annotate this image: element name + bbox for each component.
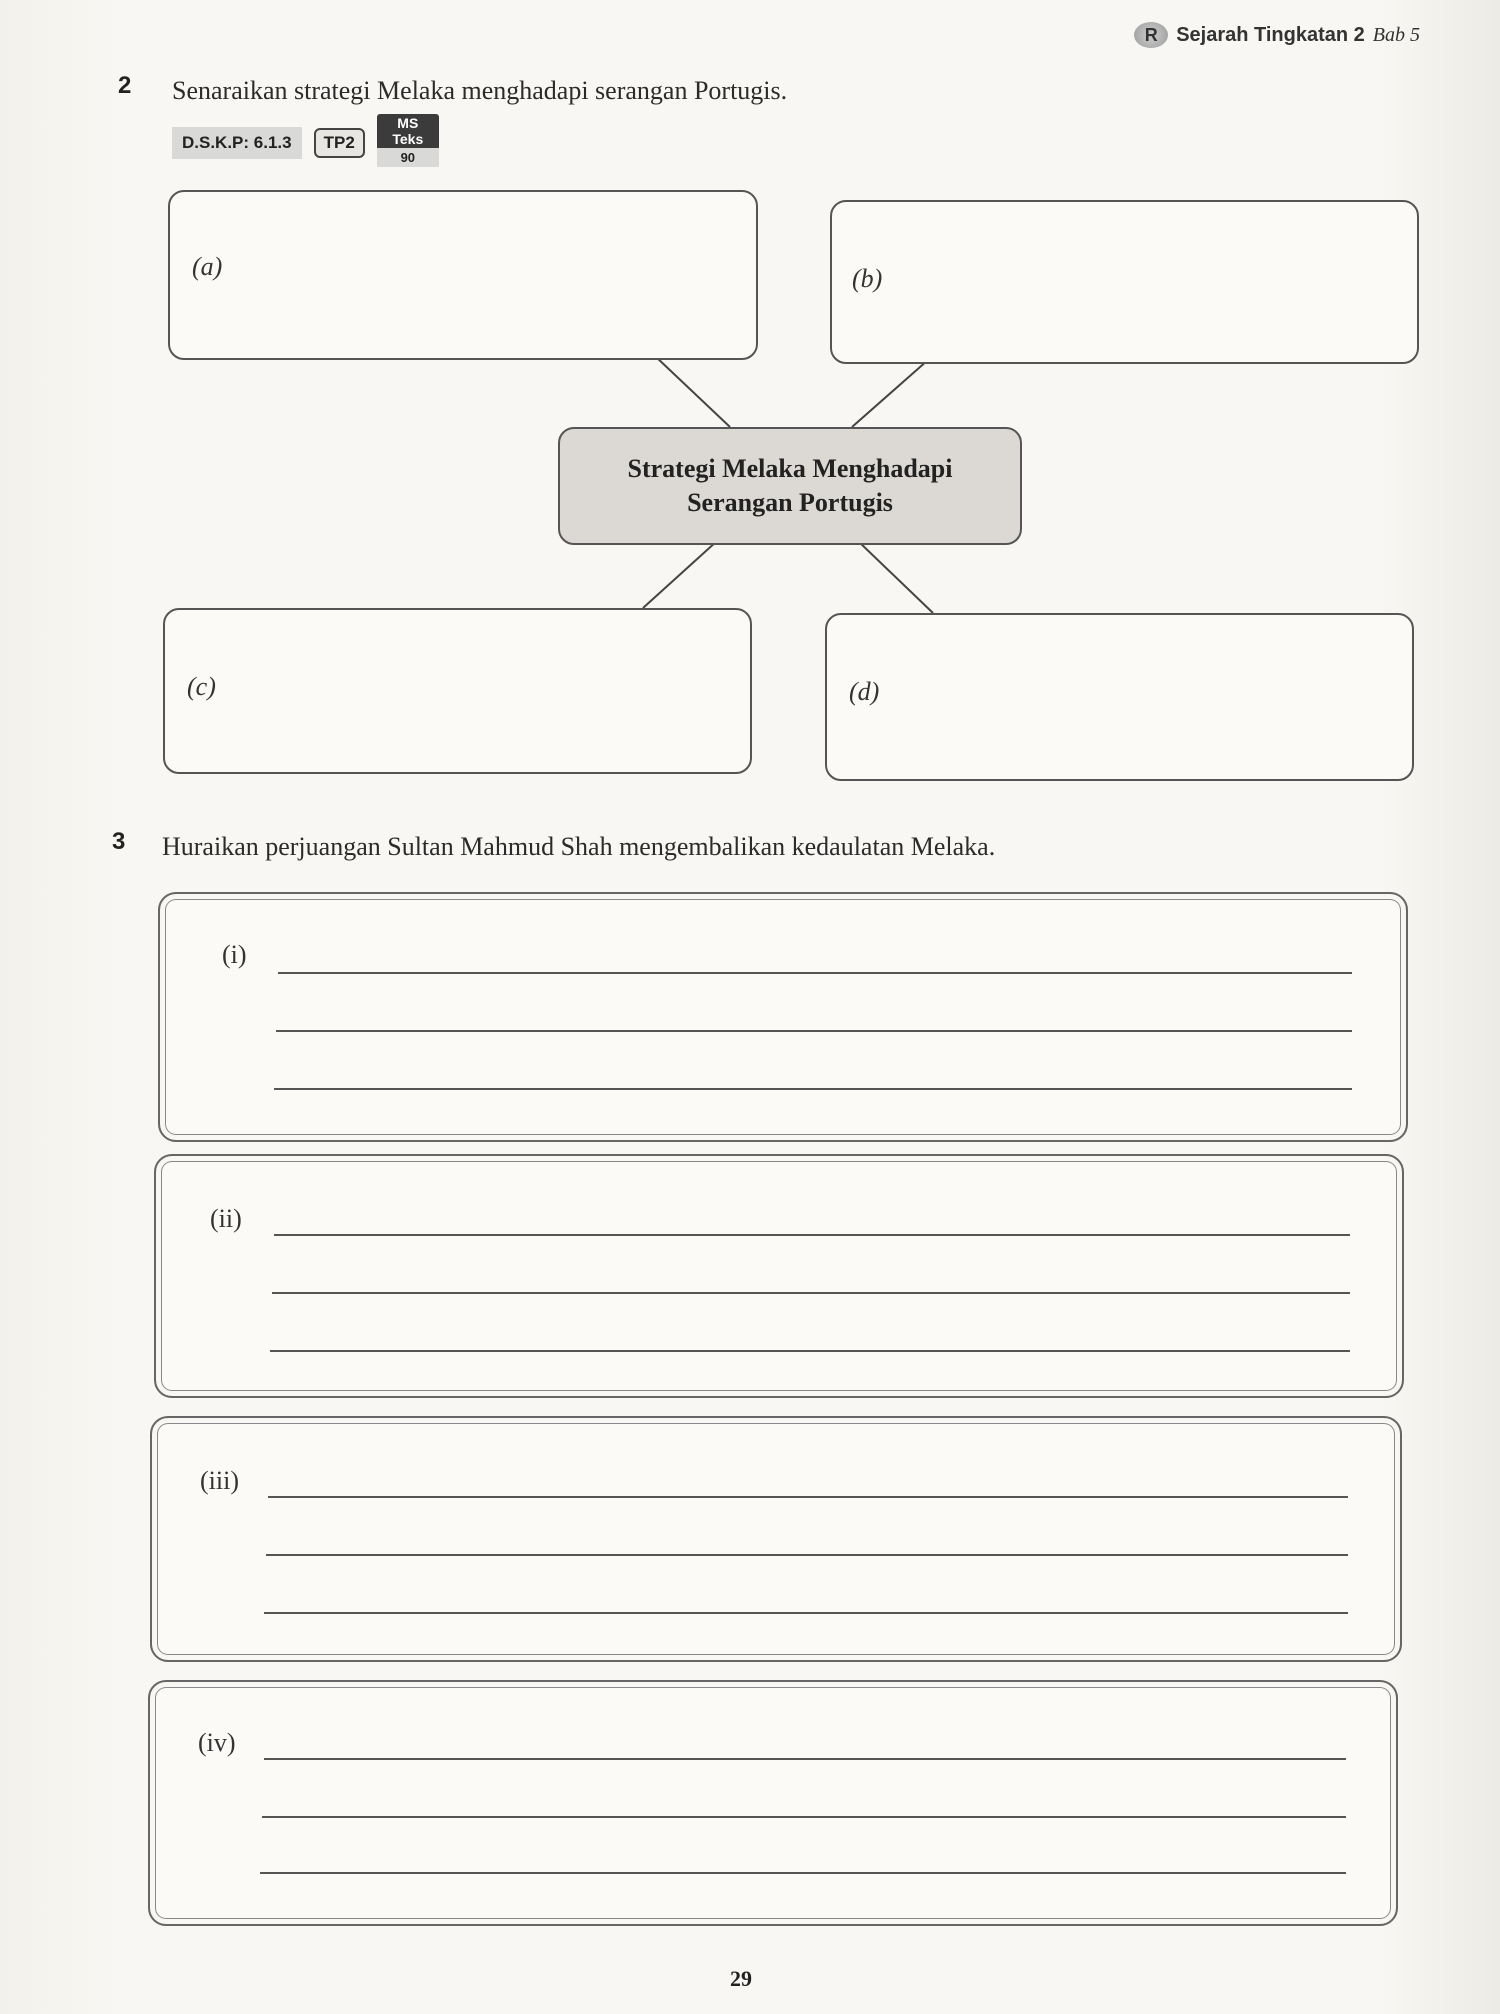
- tp-badge: TP2: [314, 128, 365, 158]
- answer-line[interactable]: [268, 1496, 1348, 1498]
- answer-box-c[interactable]: [163, 608, 752, 774]
- center-topic-line-1: Strategi Melaka Menghadapi: [627, 454, 953, 484]
- answer-line[interactable]: [272, 1292, 1350, 1294]
- question-2-text: Senaraikan strategi Melaka menghadapi serangan Portugis.: [172, 76, 788, 105]
- answer-box-iii[interactable]: [150, 1416, 1402, 1662]
- answer-box-d[interactable]: [825, 613, 1414, 781]
- ms-teks-page: 90: [377, 148, 439, 167]
- answer-line[interactable]: [276, 1030, 1352, 1032]
- question-3-number: 3: [112, 828, 126, 855]
- chapter-label: Bab 5: [1372, 23, 1420, 46]
- question-2-number: 2: [118, 72, 132, 99]
- answer-box-c-label: (c): [187, 672, 216, 701]
- dskp-badge: D.S.K.P: 6.1.3: [172, 127, 302, 159]
- connector-c: [643, 541, 717, 608]
- connector-b: [852, 360, 928, 427]
- connector-d: [858, 541, 933, 613]
- connector-a: [655, 356, 730, 427]
- answer-line[interactable]: [274, 1088, 1352, 1090]
- ms-teks-label: MS Teks: [377, 114, 439, 148]
- answer-line[interactable]: [264, 1612, 1348, 1614]
- answer-line[interactable]: [278, 972, 1352, 974]
- answer-label-ii: (ii): [210, 1204, 242, 1233]
- answer-label-i: (i): [222, 940, 247, 969]
- answer-line[interactable]: [266, 1554, 1348, 1556]
- answer-box-i[interactable]: [158, 892, 1408, 1142]
- answer-box-b[interactable]: [830, 200, 1419, 364]
- book-title: Sejarah Tingkatan 2: [1176, 23, 1365, 46]
- answer-box-ii[interactable]: [154, 1154, 1404, 1398]
- answer-line[interactable]: [262, 1816, 1346, 1818]
- answer-line[interactable]: [264, 1758, 1346, 1760]
- mind-map-center-topic: [558, 427, 1022, 545]
- answer-label-iv: (iv): [198, 1728, 236, 1757]
- answer-box-a[interactable]: [168, 190, 758, 360]
- question-3-text: Huraikan perjuangan Sultan Mahmud Shah mengembalikan kedaulatan Melaka.: [162, 832, 996, 861]
- answer-box-iv[interactable]: [148, 1680, 1398, 1926]
- answer-box-b-label: (b): [852, 264, 883, 293]
- answer-line[interactable]: [270, 1350, 1350, 1352]
- logo-mark-icon: R: [1134, 22, 1168, 48]
- answer-line[interactable]: [260, 1872, 1346, 1874]
- center-topic-line-2: Serangan Portugis: [687, 488, 893, 517]
- answer-line[interactable]: [274, 1234, 1350, 1236]
- page-number: 29: [730, 1966, 752, 1991]
- answer-box-a-label: (a): [192, 252, 223, 281]
- answer-label-iii: (iii): [200, 1466, 239, 1495]
- answer-box-d-label: (d): [849, 677, 880, 706]
